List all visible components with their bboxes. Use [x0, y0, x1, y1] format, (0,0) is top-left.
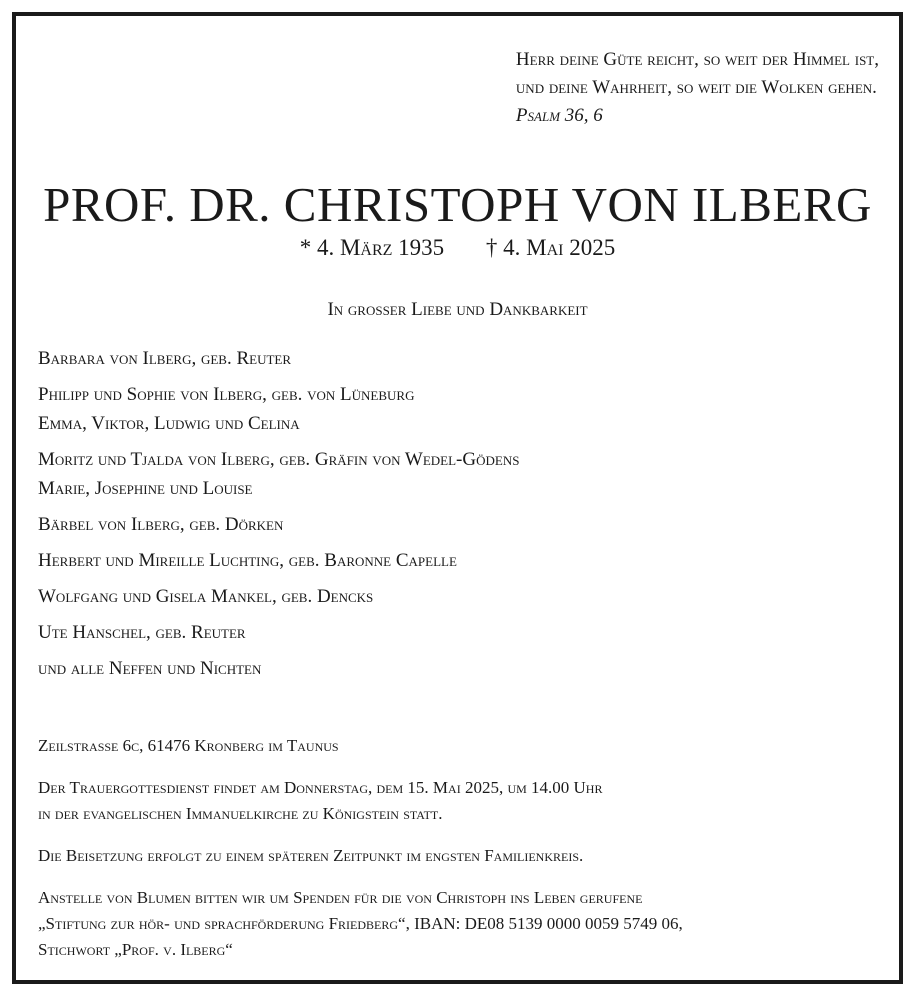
mourner-line: und alle Neffen und Nichten — [38, 658, 262, 679]
mourner-line: Bärbel von Ilberg, geb. Dörken — [38, 514, 284, 535]
notice-details — [38, 733, 883, 979]
service-line-2: in der evangelischen Immanuelkirche zu Königstein statt. — [38, 804, 443, 823]
mourner-group — [38, 654, 519, 683]
address: Zeilstrasse 6c, 61476 Kronberg im Taunus — [38, 736, 339, 755]
psalm-reference: Psalm 36, 6 — [515, 105, 603, 126]
obituary-frame — [12, 12, 903, 984]
intro-line: In grosser Liebe und Dankbarkeit — [327, 299, 588, 320]
mourner-line: Wolfgang und Gisela Mankel, geb. Dencks — [38, 586, 374, 607]
death-date: † 4. Mai 2025 — [485, 235, 616, 260]
mourner-group — [38, 344, 519, 373]
mourner-line: Emma, Viktor, Ludwig und Celina — [38, 413, 300, 434]
service-line-1: Der Trauergottesdienst findet am Donnerstag, dem 15. Mai 2025, um 14.00 Uhr — [38, 778, 603, 797]
psalm-line-2: und deine Wahrheit, so weit die Wolken gehen. — [515, 77, 877, 98]
service-info — [38, 775, 883, 827]
mourner-line: Barbara von Ilberg, geb. Reuter — [38, 348, 292, 369]
mourner-group — [38, 445, 519, 503]
mourner-line: Marie, Josephine und Louise — [38, 478, 253, 499]
mourner-group — [38, 510, 519, 539]
mourners-list — [38, 344, 519, 690]
mourner-line: Moritz und Tjalda von Ilberg, geb. Gräfin von Wedel-Gödens — [38, 449, 520, 470]
life-dates — [16, 235, 899, 261]
mourner-line: Ute Hanschel, geb. Reuter — [38, 622, 246, 643]
mourner-group — [38, 582, 519, 611]
donation-info — [38, 885, 883, 963]
donation-line-1: Anstelle von Blumen bitten wir um Spenden für die von Christoph ins Leben gerufene — [38, 888, 643, 907]
burial-info: Die Beisetzung erfolgt zu einem späteren Zeitpunkt im engsten Familienkreis. — [38, 846, 584, 865]
mourner-group — [38, 546, 519, 575]
mourner-group — [38, 380, 519, 438]
birth-date: * 4. März 1935 — [299, 235, 445, 260]
mourner-line: Philipp und Sophie von Ilberg, geb. von Lüneburg — [38, 384, 415, 405]
mourner-line: Herbert und Mireille Luchting, geb. Baronne Capelle — [38, 550, 457, 571]
donation-line-2: „Stiftung zur hör- und sprachförderung Friedberg“, IBAN: DE08 5139 0000 0059 5749 06, — [38, 914, 683, 933]
psalm-line-1: Herr deine Güte reicht, so weit der Himmel ist, — [515, 49, 879, 70]
psalm-quote — [516, 46, 879, 130]
deceased-name: PROF. DR. CHRISTOPH VON ILBERG — [43, 177, 872, 232]
mourner-group — [38, 618, 519, 647]
donation-line-3: Stichwort „Prof. v. Ilberg“ — [38, 940, 233, 959]
